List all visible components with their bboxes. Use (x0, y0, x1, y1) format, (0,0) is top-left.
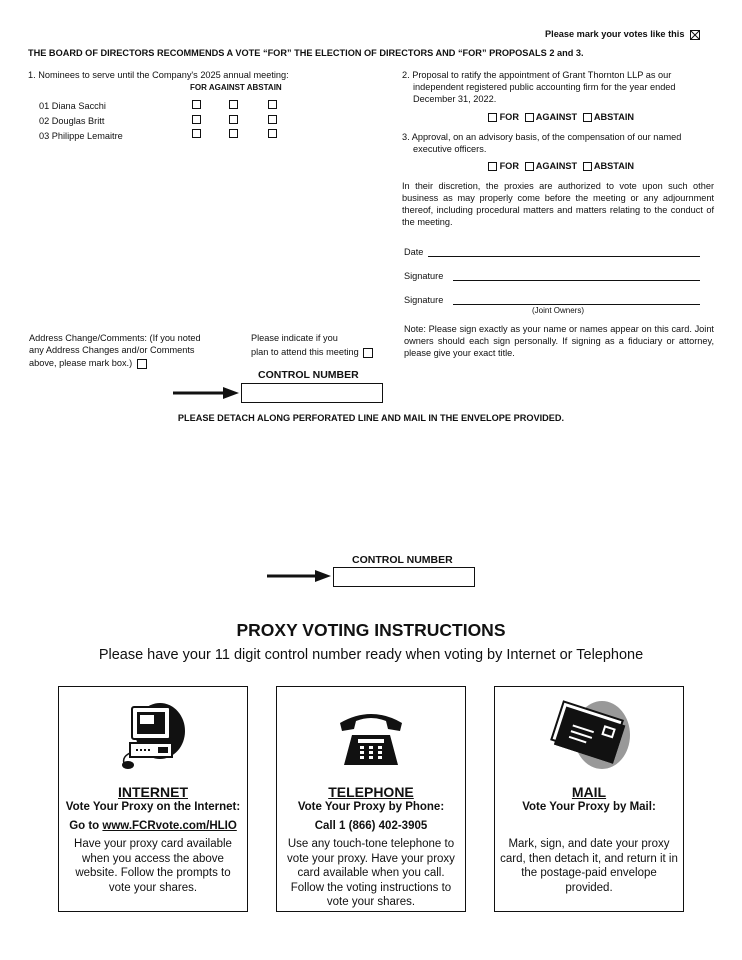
internet-title: INTERNET (118, 784, 188, 800)
discretion-text: In their discretion, the proxies are authorized to vote upon such other business as may properly come before the meeting or any adjournment thereof, including procedural matters and matters relating to the conduct of the meeting. (402, 181, 714, 227)
arrow-right-icon (267, 569, 331, 583)
proposal-1-title: 1. Nominees to serve until the Company's 2025 annual meeting: (28, 70, 289, 80)
telephone-number: Call 1 (866) 402-3905 (314, 820, 428, 832)
control-number-field-bottom[interactable] (333, 567, 475, 587)
proposal-3-against-checkbox[interactable] (525, 162, 534, 171)
nominee-1-name: 01 Diana Sacchi (39, 101, 106, 111)
signature-label: Signature (404, 271, 444, 281)
nominee-3-against-checkbox[interactable] (229, 129, 238, 138)
nominee-1-abstain-checkbox[interactable] (268, 100, 277, 109)
nominee-2-abstain-checkbox[interactable] (268, 115, 277, 124)
for-label: FOR (499, 112, 519, 122)
control-number-label-top: CONTROL NUMBER (258, 369, 359, 381)
joint-signature-label: Signature (404, 295, 444, 305)
mail-panel (494, 686, 684, 912)
internet-panel (58, 686, 248, 912)
for-label: FOR (499, 161, 519, 171)
mail-title: MAIL (571, 784, 607, 800)
proposal-3-for-checkbox[interactable] (488, 162, 497, 171)
signature-note: Note: Please sign exactly as your name or names appear on this card. Joint owners should each sign personally. If signing as a fiduciary or attorney, please give your exact title. (404, 324, 714, 358)
telephone-subtitle: Vote Your Proxy by Phone: (297, 801, 445, 813)
envelope-icon (544, 697, 634, 773)
example-x-mark-icon (690, 30, 700, 40)
proposal-2-abstain-checkbox[interactable] (583, 113, 592, 122)
attend-line-1: Please indicate if you (251, 333, 338, 343)
mail-instructions: Mark, sign, and date your proxy card, then detach it, and return it in the postage-paid envelope provided. (500, 838, 678, 894)
telephone-panel (276, 686, 466, 912)
proxy-voting-instructions-title: PROXY VOTING INSTRUCTIONS (236, 620, 506, 640)
internet-instructions: Have your proxy card available when you access the above website. Follow the prompts to vote your shares. (74, 838, 232, 894)
nominee-3-name: 03 Philippe Lemaitre (39, 131, 123, 141)
internet-go-to: Go to www.FCRvote.com/HLIO (69, 820, 237, 832)
proposal-3-abstain-checkbox[interactable] (583, 162, 592, 171)
telephone-icon (336, 705, 406, 771)
computer-icon (118, 701, 188, 771)
control-number-reminder: Please have your 11 digit control number ready when voting by Internet or Telephone (98, 647, 644, 663)
proposal-2-vote-row (488, 111, 634, 123)
attend-meeting-checkbox[interactable] (363, 348, 373, 358)
abstain-label: ABSTAIN (593, 112, 635, 122)
mark-votes-instruction: Please mark your votes like this (545, 28, 700, 40)
address-change-checkbox[interactable] (137, 359, 147, 369)
control-number-label-bottom: CONTROL NUMBER (352, 554, 453, 566)
nominee-1-for-checkbox[interactable] (192, 100, 201, 109)
address-change-line-3: above, please mark box.) (29, 357, 147, 369)
nominee-2-against-checkbox[interactable] (229, 115, 238, 124)
proposal-3-line-1: 3. Approval, on an advisory basis, of the compensation of our named (402, 132, 682, 142)
address-change-line-2: any Address Changes and/or Comments (29, 345, 195, 355)
date-line[interactable] (428, 256, 700, 257)
signature-line[interactable] (453, 280, 700, 281)
arrow-right-icon (173, 386, 239, 400)
nominee-3-for-checkbox[interactable] (192, 129, 201, 138)
nominee-3-abstain-checkbox[interactable] (268, 129, 277, 138)
abstain-label: ABSTAIN (593, 161, 635, 171)
nominee-2-for-checkbox[interactable] (192, 115, 201, 124)
telephone-instructions: Use any touch-tone telephone to vote your proxy. Have your proxy card available when you call. Follow the voting instructions to vote your shares. (287, 838, 455, 908)
proposal-2-against-checkbox[interactable] (525, 113, 534, 122)
telephone-title: TELEPHONE (328, 784, 414, 800)
against-label: AGAINST (535, 161, 578, 171)
proposal-2-for-checkbox[interactable] (488, 113, 497, 122)
internet-voting-link[interactable]: www.FCRvote.com/HLIO (102, 820, 237, 832)
internet-subtitle: Vote Your Proxy on the Internet: (65, 801, 241, 813)
nominee-1-against-checkbox[interactable] (229, 100, 238, 109)
proposal-2-line-2: independent registered public accounting firm for the year ended (413, 82, 676, 92)
control-number-field-top[interactable] (241, 383, 383, 403)
detach-instruction: PLEASE DETACH ALONG PERFORATED LINE AND MAIL IN THE ENVELOPE PROVIDED. (177, 413, 565, 423)
address-change-line-1: Address Change/Comments: (If you noted (29, 333, 201, 343)
proposal-3-line-2: executive officers. (413, 144, 487, 154)
joint-signature-line[interactable] (453, 304, 700, 305)
attend-line-2: plan to attend this meeting (251, 346, 373, 358)
proposal-3-vote-row (488, 160, 634, 172)
proposal-2-line-1: 2. Proposal to ratify the appointment of Grant Thornton LLP as our (402, 70, 672, 80)
vote-column-headers: FOR AGAINST ABSTAIN (190, 83, 282, 92)
proposal-2-line-3: December 31, 2022. (413, 94, 497, 104)
mail-subtitle: Vote Your Proxy by Mail: (522, 801, 656, 813)
joint-owners-label: (Joint Owners) (532, 306, 585, 315)
board-recommendation: THE BOARD OF DIRECTORS RECOMMENDS A VOTE “FOR” THE ELECTION OF DIRECTORS AND “FOR” PROPOSALS 2 and 3. (28, 48, 584, 58)
date-label: Date (404, 247, 424, 257)
nominee-2-name: 02 Douglas Britt (39, 116, 105, 126)
against-label: AGAINST (535, 112, 578, 122)
